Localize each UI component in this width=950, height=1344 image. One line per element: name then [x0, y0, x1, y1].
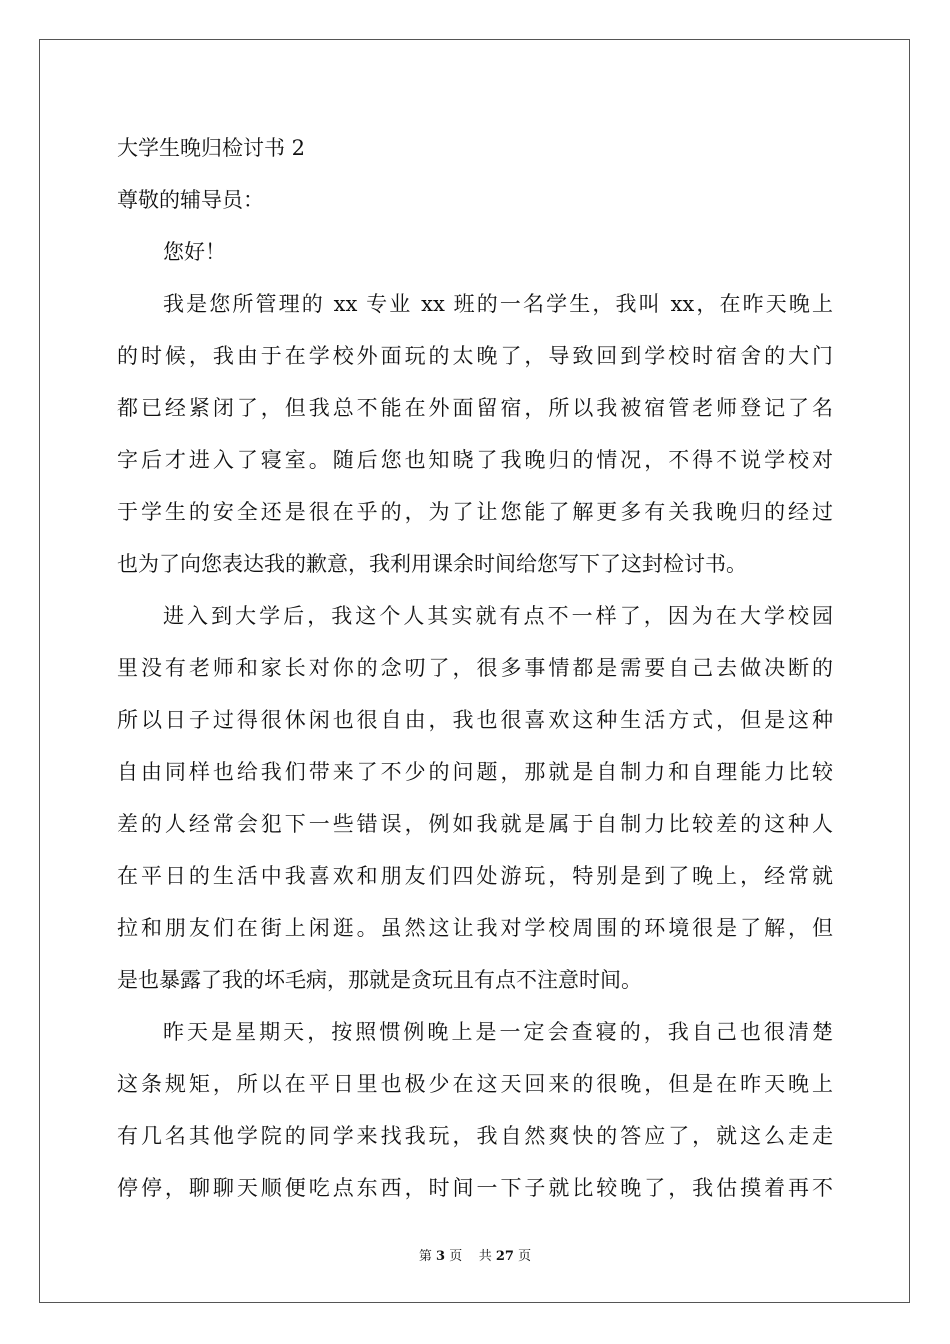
paragraph-line: 所以日子过得很休闲也很自由，我也很喜欢这种生活方式，但是这种	[117, 708, 833, 732]
document-title: 大学生晚归检讨书 2	[117, 136, 306, 160]
greeting: 您好！	[163, 240, 226, 264]
paragraph-line: 有几名其他学院的同学来找我玩，我自然爽快的答应了，就这么走走	[117, 1124, 833, 1148]
page-footer	[0, 1245, 950, 1264]
paragraph-line: 是也暴露了我的坏毛病，那就是贪玩且有点不注意时间。	[117, 968, 642, 992]
paragraph-1	[117, 278, 833, 590]
paragraph-line: 停停，聊聊天顺便吃点东西，时间一下子就比较晚了，我估摸着再不	[117, 1176, 833, 1200]
paragraph-line: 都已经紧闭了，但我总不能在外面留宿，所以我被宿管老师登记了名	[117, 396, 833, 420]
paragraph-line: 差的人经常会犯下一些错误，例如我就是属于自制力比较差的这种人	[117, 812, 833, 836]
paragraph-line: 于学生的安全还是很在乎的，为了让您能了解更多有关我晚归的经过	[117, 500, 833, 524]
paragraph-line: 在平日的生活中我喜欢和朋友们四处游玩，特别是到了晚上，经常就	[117, 864, 833, 888]
paragraph-line: 也为了向您表达我的歉意，我利用课余时间给您写下了这封检讨书。	[117, 552, 747, 576]
paragraph-line: 进入到大学后，我这个人其实就有点不一样了，因为在大学校园	[163, 604, 833, 628]
paragraph-line: 的时候，我由于在学校外面玩的太晚了，导致回到学校时宿舍的大门	[117, 344, 833, 368]
footer-total-pages: 27	[495, 1249, 514, 1264]
paragraph-line: 昨天是星期天，按照惯例晚上是一定会查寝的，我自己也很清楚	[163, 1020, 833, 1044]
paragraph-line: 字后才进入了寝室。随后您也知晓了我晚归的情况，不得不说学校对	[117, 448, 833, 472]
paragraph-line: 拉和朋友们在街上闲逛。虽然这让我对学校周围的环境很是了解，但	[117, 916, 833, 940]
paragraph-2	[117, 590, 833, 1006]
footer-page-number: 3	[436, 1249, 446, 1264]
salutation: 尊敬的辅导员：	[117, 188, 264, 212]
paragraph-line: 我是您所管理的 xx 专业 xx 班的一名学生，我叫 xx，在昨天晚上	[163, 292, 833, 316]
document-body	[117, 122, 833, 1214]
footer-page-prefix: 第	[418, 1249, 437, 1264]
paragraph-line: 这条规矩，所以在平日里也极少在这天回来的很晚，但是在昨天晚上	[117, 1072, 833, 1096]
paragraph-line: 里没有老师和家长对你的念叨了，很多事情都是需要自己去做决断的	[117, 656, 833, 680]
paragraph-3	[117, 1006, 833, 1214]
paragraph-line: 自由同样也给我们带来了不少的问题，那就是自制力和自理能力比较	[117, 760, 833, 784]
footer-page-suffix: 页	[513, 1249, 532, 1264]
footer-page-mid: 页 共	[445, 1249, 496, 1264]
